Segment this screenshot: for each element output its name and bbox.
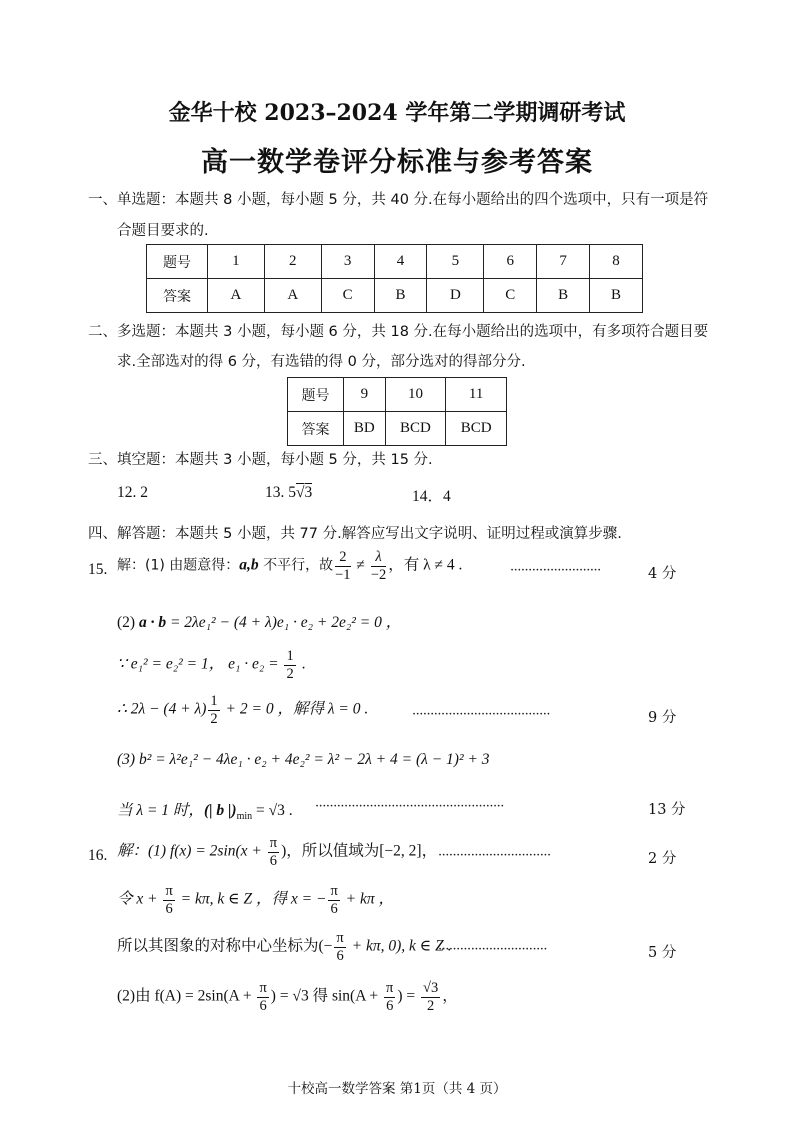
q15-min: 当 λ = 1 时，(| b $|)_{min} = √3$ . bbox=[117, 802, 293, 823]
q16-score1: 2 分 bbox=[648, 851, 677, 867]
q15-part2: (2) a · b = 2λe₁² − (4 + λ)e₁ · e₂ + 2e₂² = 0 ， bbox=[117, 614, 402, 631]
q15-because: ∵ e₁² = e₂² = 1， e₁ · e₂ = $\frac{1}{2}$ . bbox=[117, 648, 306, 682]
q15-therefore: ∴ 2λ − (4 + λ) $\frac{1}{2}$ + 2 = 0 ，解得 λ = 0 . bbox=[117, 693, 369, 727]
question-number: 7 bbox=[537, 245, 590, 279]
table-row bbox=[147, 279, 643, 313]
answer-cell: D bbox=[427, 279, 484, 313]
q16-let: 令 x + $\frac{\pi}{6}$ = kπ, k ∈ Z ，得 x = − $\frac{\pi}{6}$ + kπ ， bbox=[117, 883, 394, 917]
answer-cell: B bbox=[374, 279, 427, 313]
multi-choice-table bbox=[287, 377, 507, 446]
answer-cell: BCD bbox=[385, 412, 446, 446]
question-number: 3 bbox=[321, 245, 374, 279]
answer-cell: BCD bbox=[446, 412, 507, 446]
answer-q12: 12. 2 bbox=[117, 484, 148, 501]
answer-cell: C bbox=[484, 279, 537, 313]
question-number: 1 bbox=[208, 245, 265, 279]
section2-heading: 二、多选题：本题共 3 小题，每小题 6 分，共 18 分.在每小题给出的选项中，有多项符合题目要 bbox=[88, 324, 709, 340]
answer-q13: 13. 5√3 bbox=[265, 484, 313, 501]
page-footer: 十校高一数学答案 第1页（共 4 页） bbox=[287, 1081, 507, 1097]
answer-cell: B bbox=[537, 279, 590, 313]
answer-cell: C bbox=[321, 279, 374, 313]
exam-title: 金华十校 2023–2024 学年第二学期调研考试 bbox=[168, 100, 626, 126]
q16-score2: 5 分 bbox=[648, 945, 677, 961]
question-number: 8 bbox=[590, 245, 643, 279]
question-number: 9 bbox=[344, 378, 386, 412]
question-number: 10 bbox=[385, 378, 446, 412]
section3-heading: 三、填空题：本题共 3 小题，每小题 5 分，共 15 分. bbox=[88, 452, 433, 468]
q15-part1: 解：(1) 由题意得：a,b 不平行，故 $\frac{2}{-1}$ ≠ $\frac{\lambda}{-2}$ ，有 λ ≠ 4 . bbox=[117, 549, 463, 583]
row-label-number: 题号 bbox=[147, 245, 208, 279]
q15-part3: (3) b² = λ²e₁² − 4λe₁ · e₂ + 4e₂² = λ² − 2λ + 4 = (λ − 1)² + 3 bbox=[117, 751, 490, 768]
table-row bbox=[147, 245, 643, 279]
q16-label: 16. bbox=[88, 847, 108, 864]
table-row bbox=[288, 378, 507, 412]
score-leader: ···················································· bbox=[315, 799, 504, 814]
q16-part1: 解：(1) f(x) = 2sin(x + $\frac{\pi}{6}$ )，所以值域为[−2, 2]， bbox=[117, 835, 438, 869]
answer-cell: A bbox=[264, 279, 321, 313]
answer-cell: A bbox=[208, 279, 265, 313]
section4-heading: 四、解答题：本题共 5 小题，共 77 分.解答应写出文字说明、证明过程或演算步骤. bbox=[88, 526, 622, 542]
q15-score3: 13 分 bbox=[648, 802, 686, 818]
score-leader: ······································ bbox=[412, 707, 551, 722]
section2-heading-cont: 求.全部选对的得 6 分，有选错的得 0 分，部分选对的得部分分. bbox=[117, 354, 526, 370]
answer-q14: 14．4 bbox=[412, 488, 451, 505]
question-number: 4 bbox=[374, 245, 427, 279]
question-number: 6 bbox=[484, 245, 537, 279]
q16-center: 所以其图象的对称中心坐标为(− $\frac{\pi}{6}$ + kπ, 0), k ∈ Z . bbox=[117, 930, 452, 964]
question-number: 11 bbox=[446, 378, 507, 412]
q16-part2: (2)由 f(A) = 2sin(A + $\frac{\pi}{6}$ ) = √3 得 sin(A + $\frac{\pi}{6}$ ) = $\frac{√3}{2}$ ， bbox=[117, 980, 458, 1014]
question-number: 5 bbox=[427, 245, 484, 279]
score-leader: ························· bbox=[510, 563, 601, 578]
section1-heading-cont: 合题目要求的. bbox=[117, 223, 209, 239]
section1-heading: 一、单选题：本题共 8 小题，每小题 5 分，共 40 分.在每小题给出的四个选项中，只有一项是符 bbox=[88, 192, 709, 208]
score-leader: ······························ bbox=[438, 942, 547, 957]
row-label-number: 题号 bbox=[288, 378, 344, 412]
answer-cell: B bbox=[590, 279, 643, 313]
answer-cell: BD bbox=[344, 412, 386, 446]
row-label-answer: 答案 bbox=[147, 279, 208, 313]
table-row bbox=[288, 412, 507, 446]
answer-key-title: 高一数学卷评分标准与参考答案 bbox=[201, 147, 593, 178]
q15-label: 15. bbox=[88, 561, 108, 578]
single-choice-table bbox=[146, 244, 643, 313]
q15-score2: 9 分 bbox=[648, 710, 677, 726]
q15-score1: 4 分 bbox=[648, 566, 677, 582]
question-number: 2 bbox=[264, 245, 321, 279]
row-label-answer: 答案 bbox=[288, 412, 344, 446]
score-leader: ······························· bbox=[438, 848, 551, 863]
